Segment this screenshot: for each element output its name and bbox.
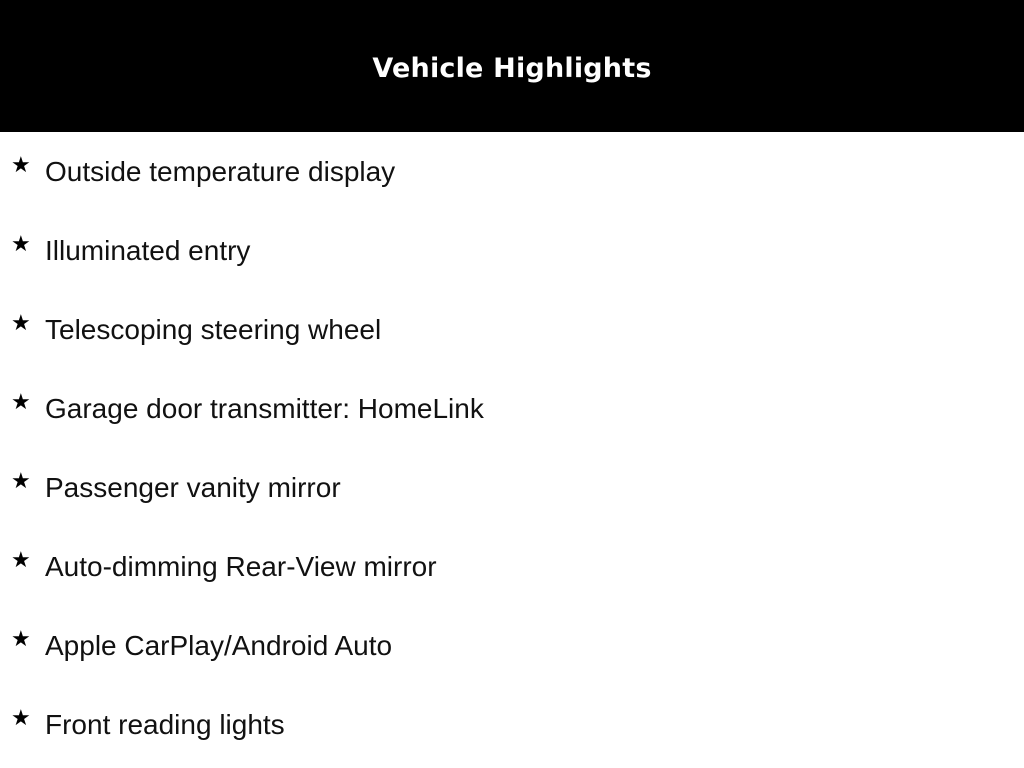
star-icon: ★ bbox=[11, 153, 31, 178]
highlight-label: Auto-dimming Rear-View mirror bbox=[45, 551, 437, 582]
highlight-label: Telescoping steering wheel bbox=[45, 314, 382, 345]
highlight-label: Front reading lights bbox=[45, 709, 285, 740]
highlight-label: Passenger vanity mirror bbox=[45, 472, 341, 503]
list-item bbox=[0, 211, 1024, 290]
star-icon: ★ bbox=[11, 627, 31, 652]
list-item bbox=[0, 685, 1024, 764]
star-icon: ★ bbox=[11, 469, 31, 494]
page-title: Vehicle Highlights bbox=[372, 52, 652, 84]
star-icon: ★ bbox=[11, 548, 31, 573]
list-item bbox=[0, 448, 1024, 527]
list-item bbox=[0, 527, 1024, 606]
star-icon: ★ bbox=[11, 311, 31, 336]
highlight-label: Garage door transmitter: HomeLink bbox=[45, 393, 484, 424]
list-item bbox=[0, 369, 1024, 448]
header-bar bbox=[0, 0, 1024, 132]
highlight-label: Outside temperature display bbox=[45, 156, 396, 187]
list-item bbox=[0, 606, 1024, 685]
highlight-label: Apple CarPlay/Android Auto bbox=[45, 630, 393, 661]
highlight-label: Illuminated entry bbox=[45, 235, 251, 266]
list-item bbox=[0, 290, 1024, 369]
star-icon: ★ bbox=[11, 390, 31, 415]
star-icon: ★ bbox=[11, 706, 31, 731]
star-icon: ★ bbox=[11, 232, 31, 257]
highlights-list bbox=[0, 132, 1024, 764]
list-item bbox=[0, 132, 1024, 211]
